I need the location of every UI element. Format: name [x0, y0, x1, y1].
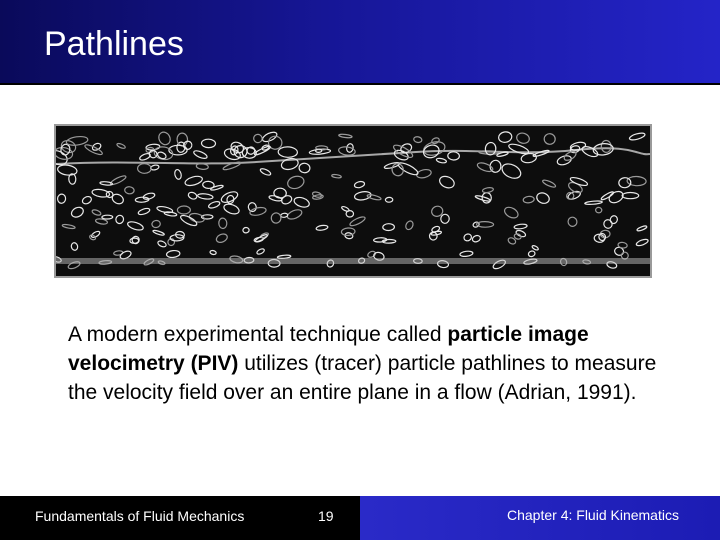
pathline-ellipse [124, 186, 134, 194]
pathline-ellipse [280, 213, 287, 218]
pathline-ellipse [219, 218, 228, 229]
bottom-streak [56, 258, 650, 264]
pathline-ellipse [397, 161, 420, 177]
footer [0, 496, 720, 540]
pathline-ellipse [157, 130, 173, 147]
pathline-ellipse [460, 251, 474, 258]
pathline-ellipse [618, 177, 631, 188]
pathline-ellipse [210, 250, 217, 255]
pathline-ellipse [57, 194, 66, 204]
pathline-ellipse [618, 242, 628, 249]
pathline-ellipse [208, 200, 221, 209]
free-surface-line [56, 148, 650, 164]
pathline-ellipse [341, 228, 355, 236]
pathline-ellipse [179, 214, 198, 228]
pathline-ellipse [56, 146, 73, 160]
pathline-ellipse [385, 197, 393, 202]
pathline-ellipse [601, 140, 611, 152]
pathline-ellipse [609, 215, 618, 225]
pathline-ellipse [151, 220, 161, 228]
pathline-ellipse [485, 142, 497, 156]
pathline-ellipse [62, 224, 75, 229]
pathline-ellipse [436, 158, 447, 164]
footer-course-title: Fundamentals of Fluid Mechanics [35, 508, 245, 524]
pathline-ellipse [71, 242, 79, 251]
pathline-ellipse [448, 152, 460, 161]
pathline-ellipse [515, 132, 530, 145]
pathline-ellipse [354, 191, 372, 201]
pathline-ellipse [139, 152, 151, 161]
pathline-ellipse [339, 134, 353, 139]
slide-body-text [68, 320, 658, 407]
pathline-ellipse [500, 161, 523, 181]
pathline-ellipse [622, 193, 639, 199]
pathline-ellipse [166, 250, 180, 258]
pathline-ellipse [531, 245, 538, 251]
pathline-ellipse [70, 205, 85, 219]
body-text-bold: particle image velocimetry (PIV) [68, 323, 589, 375]
pathline-ellipse [316, 225, 328, 231]
pathline-ellipse [177, 133, 188, 146]
pathline-ellipse [600, 191, 614, 201]
pathline-ellipse [636, 238, 649, 247]
piv-pathlines-image [56, 126, 650, 276]
pathline-ellipse [332, 174, 342, 178]
pathline-ellipse [261, 130, 278, 143]
pathline-ellipse [182, 140, 193, 151]
pathline-ellipse [252, 133, 263, 144]
pathline-ellipse [286, 174, 305, 190]
pathline-ellipse [508, 142, 530, 155]
pathline-ellipse [153, 230, 165, 236]
pathline-ellipse [164, 211, 177, 217]
pathline-ellipse [482, 187, 494, 193]
pathline-ellipse [157, 240, 167, 248]
pathline-ellipse [92, 188, 111, 198]
pathline-ellipse [116, 142, 126, 149]
pathline-ellipse [528, 250, 536, 257]
pathline-ellipse [422, 140, 446, 158]
body-text-part: A modern experimental technique called [68, 323, 448, 346]
pathline-ellipse [177, 206, 190, 214]
pathline-ellipse [514, 224, 527, 230]
pathline-ellipse [431, 137, 440, 145]
pathline-ellipse [201, 139, 215, 148]
pathline-ellipse [174, 169, 182, 180]
pathline-ellipse [113, 250, 123, 255]
pathline-ellipse [197, 193, 213, 200]
pathline-ellipse [585, 200, 603, 205]
footer-chapter: Chapter 4: Fluid Kinematics [507, 507, 679, 523]
pathline-ellipse [202, 181, 214, 189]
pathline-ellipse [383, 223, 395, 230]
pathline-ellipse [542, 179, 557, 189]
pathline-ellipse [293, 196, 311, 209]
pathline-ellipse [138, 164, 152, 174]
piv-pathlines-photo [54, 124, 652, 278]
pathline-ellipse [629, 132, 646, 142]
pathline-ellipse [81, 195, 92, 205]
slide-title: Pathlines [44, 25, 184, 63]
pathline-ellipse [413, 136, 422, 143]
pathline-ellipse [354, 181, 365, 189]
pathline-ellipse [187, 191, 198, 200]
pathline-ellipse [220, 190, 239, 205]
pathline-ellipse [544, 133, 556, 145]
pathline-ellipse [91, 209, 101, 216]
pathline-ellipse [271, 212, 282, 223]
pathline-ellipse [156, 151, 167, 160]
pathline-ellipse [471, 234, 481, 243]
pathline-ellipse [315, 149, 321, 153]
pathline-ellipse [581, 145, 599, 159]
pathline-ellipse [299, 163, 311, 173]
pathline-ellipse [567, 216, 578, 228]
pathline-ellipse [602, 218, 613, 229]
pathline-ellipse [367, 250, 377, 258]
footer-page-number: 19 [318, 508, 334, 524]
pathline-ellipse [215, 232, 229, 244]
pathline-ellipse [498, 131, 513, 144]
pathline-ellipse [193, 149, 208, 160]
pathline-ellipse [463, 233, 473, 242]
pathline-ellipse [138, 207, 151, 216]
pathline-ellipse [226, 195, 234, 204]
pathline-ellipse [102, 215, 113, 219]
pathline-ellipse [223, 202, 241, 215]
pathline-ellipse [286, 208, 303, 221]
pathline-ellipse [278, 147, 298, 158]
pathline-ellipse [256, 248, 265, 255]
body-text-part: utilizes (tracer) particle pathlines to measure the velocity field over an entire plane in a flow (Adrian, 1991). [68, 352, 657, 404]
pathline-ellipse [438, 174, 456, 190]
pathline-ellipse [429, 231, 438, 241]
pathline-ellipse [243, 227, 249, 233]
pathline-ellipse [346, 211, 354, 218]
title-bar [0, 0, 720, 85]
pathline-ellipse [367, 194, 382, 201]
pathline-ellipse [523, 196, 535, 204]
pathline-ellipse [503, 205, 520, 220]
pathline-ellipse [595, 207, 602, 213]
pathline-ellipse [127, 220, 145, 231]
pathline-ellipse [533, 149, 550, 157]
pathline-ellipse [404, 220, 414, 231]
pathline-ellipse [535, 191, 551, 205]
pathline-ellipse [57, 164, 78, 176]
pathline-ellipse [259, 167, 271, 176]
pathline-ellipse [115, 214, 125, 224]
pathline-ellipse [248, 202, 257, 212]
pathline-ellipse [636, 225, 647, 232]
pathline-ellipse [184, 175, 203, 188]
